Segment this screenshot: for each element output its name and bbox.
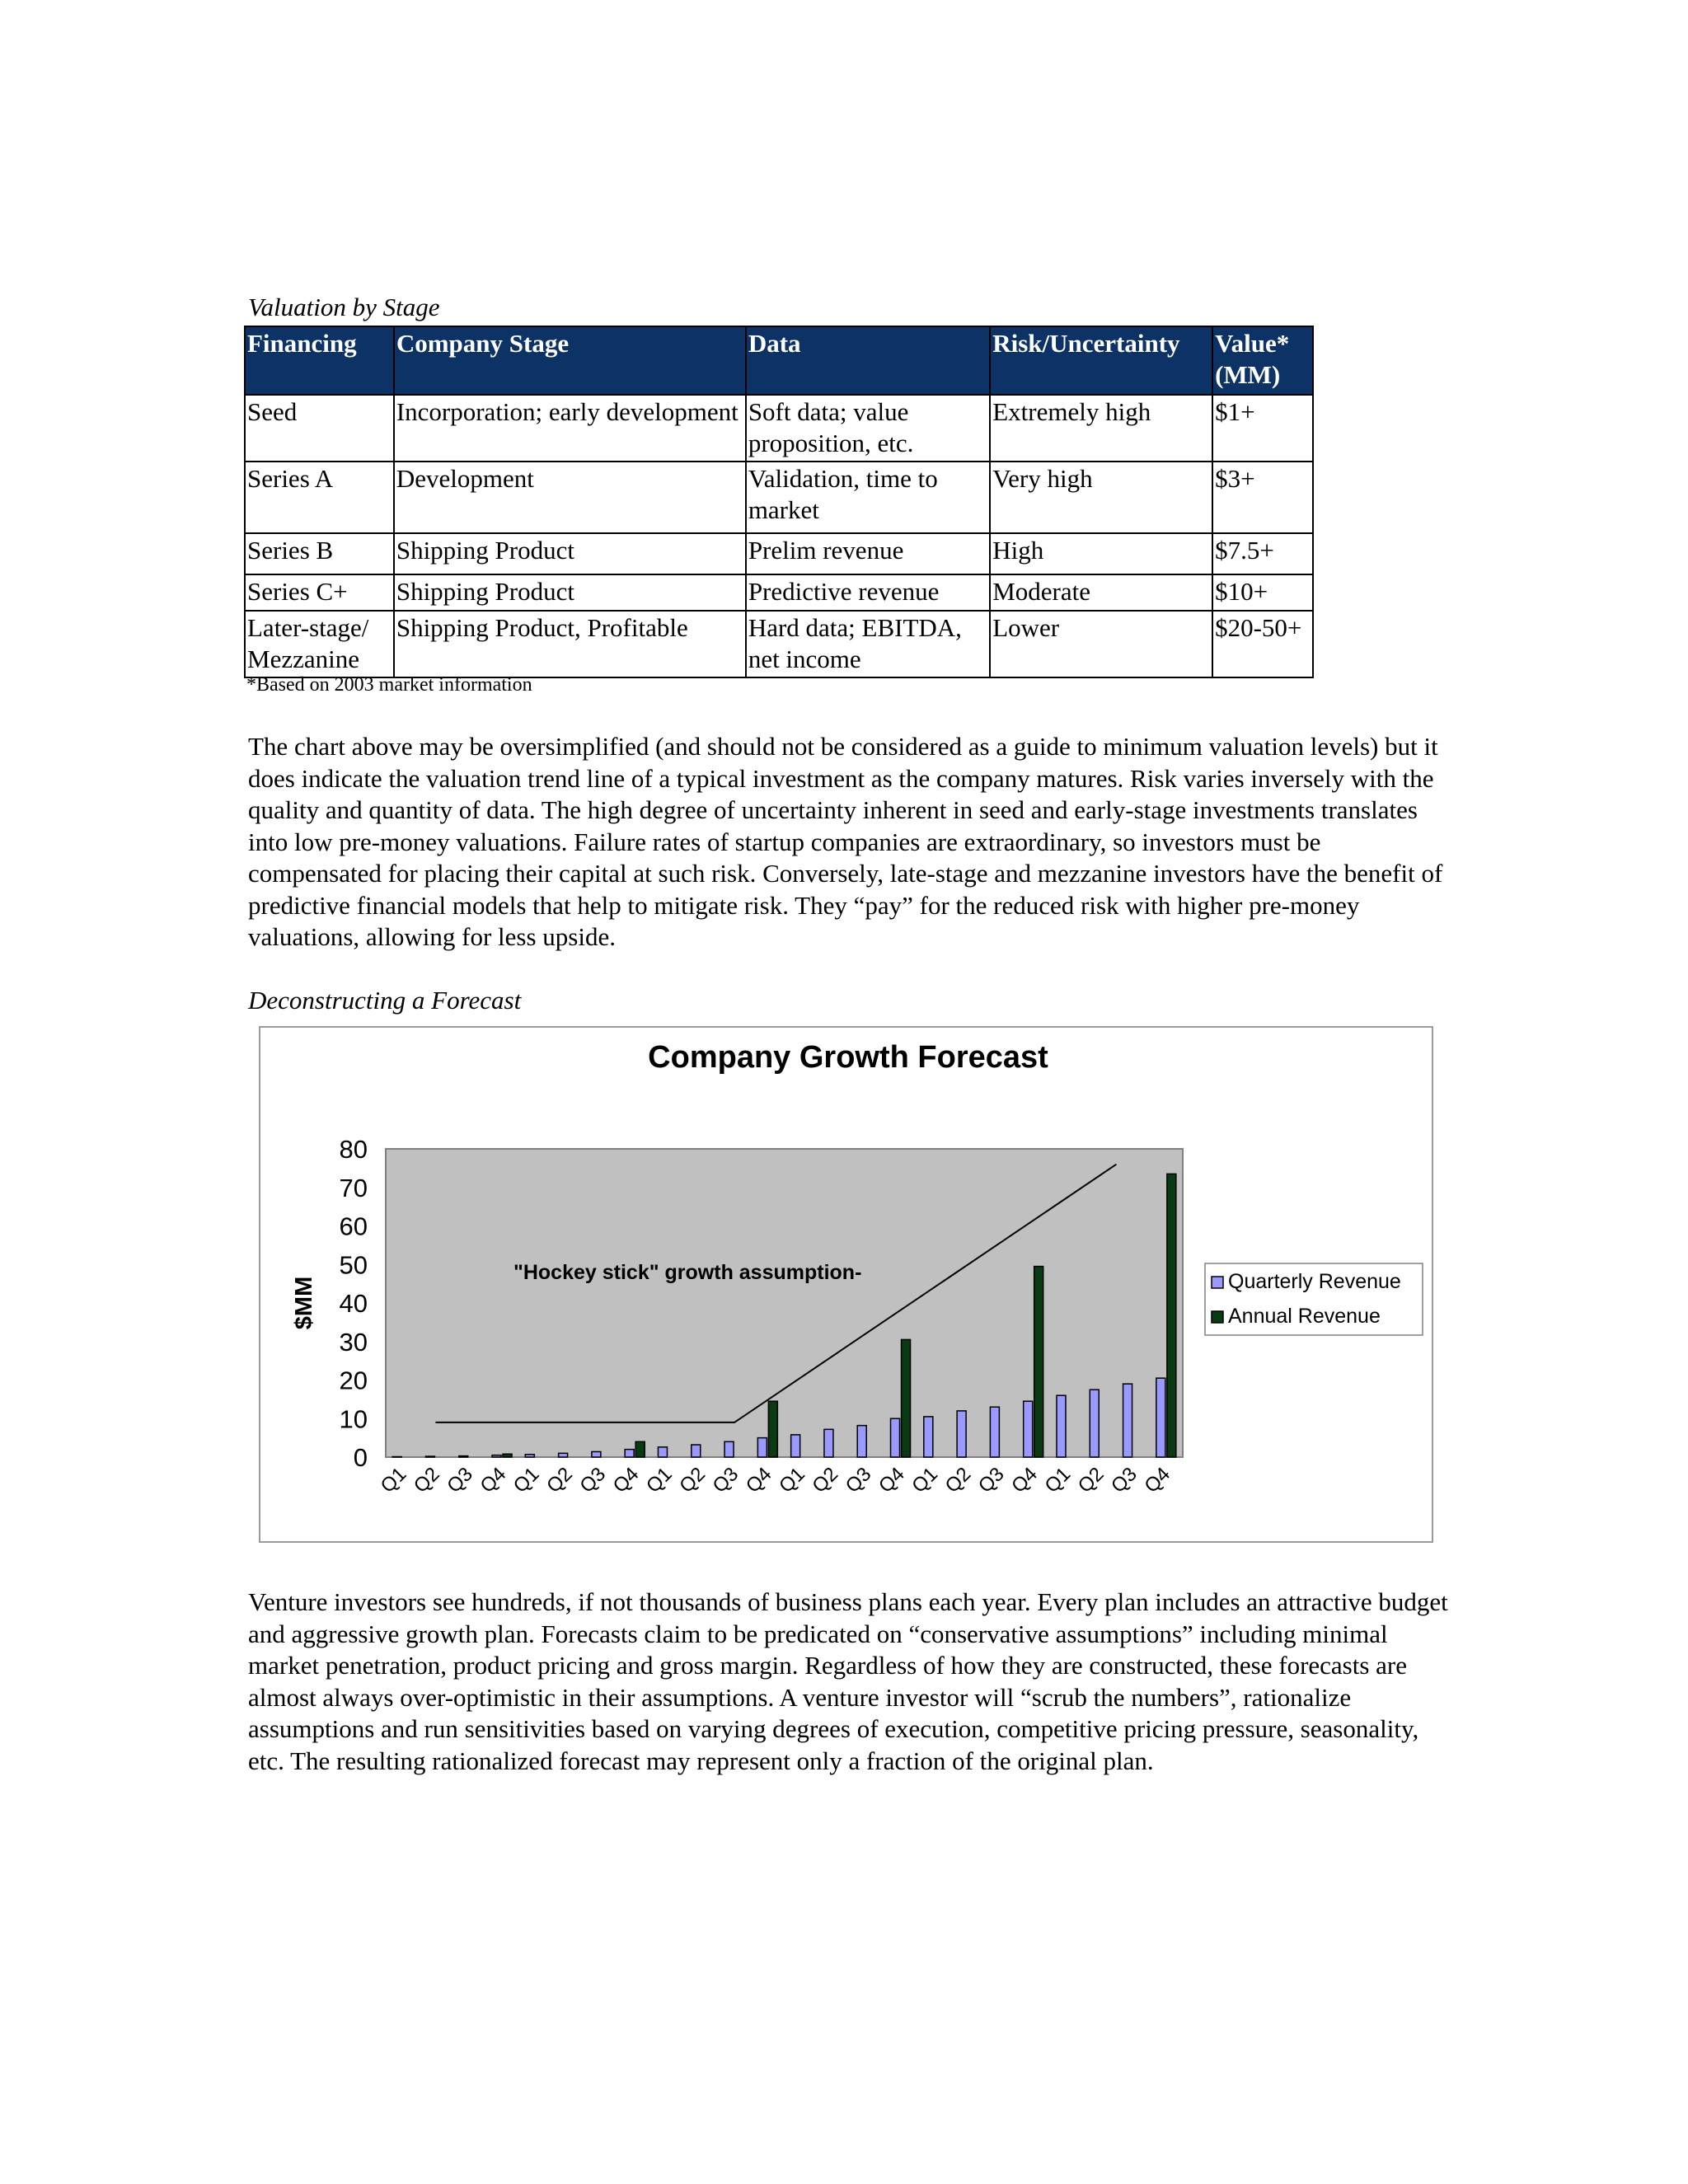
y-tick-label: 80 (339, 1135, 368, 1164)
bar-quarterly-revenue (891, 1418, 900, 1457)
x-tick-label: Q2 (675, 1463, 710, 1497)
chart-canvas (260, 1028, 1435, 1544)
table-cell: Predictive revenue (746, 574, 990, 611)
x-tick-label: Q4 (1007, 1463, 1042, 1497)
legend (1205, 1263, 1423, 1335)
table-cell: Shipping Product (394, 574, 746, 611)
table-cell: High (990, 533, 1212, 574)
table-row (245, 462, 1313, 533)
bar-annual-revenue (635, 1441, 645, 1457)
x-tick-label: Q1 (907, 1463, 943, 1497)
header-financing: Financing (245, 326, 394, 395)
bar-quarterly-revenue (658, 1447, 667, 1457)
bar-quarterly-revenue (757, 1438, 767, 1457)
x-tick-label: Q2 (409, 1463, 444, 1497)
y-tick-label: 40 (339, 1289, 368, 1318)
table-cell: Series A (245, 462, 394, 533)
bar-quarterly-revenue (957, 1411, 966, 1457)
table-cell: Prelim revenue (746, 533, 990, 574)
chart-title: Company Growth Forecast (648, 1040, 1048, 1075)
x-tick-label: Q1 (376, 1463, 411, 1497)
x-tick-label: Q4 (608, 1463, 644, 1497)
table-cell: Shipping Product, Profitable (394, 611, 746, 677)
bar-quarterly-revenue (592, 1451, 601, 1457)
table-cell: Series C+ (245, 574, 394, 611)
legend-label-quarterly: Quarterly Revenue (1228, 1270, 1401, 1293)
bar-quarterly-revenue (1090, 1390, 1099, 1457)
table-cell: $3+ (1212, 462, 1313, 533)
x-tick-label: Q2 (542, 1463, 577, 1497)
header-value: Value* (MM) (1212, 326, 1313, 395)
legend-swatch-annual (1212, 1311, 1223, 1323)
y-tick-label: 30 (339, 1327, 368, 1357)
bar-quarterly-revenue (1024, 1401, 1033, 1457)
bar-quarterly-revenue (1123, 1384, 1132, 1457)
header-risk: Risk/Uncertainty (990, 326, 1212, 395)
bar-quarterly-revenue (692, 1445, 701, 1457)
header-data: Data (746, 326, 990, 395)
x-tick-label: Q2 (808, 1463, 843, 1497)
x-tick-label: Q3 (708, 1463, 743, 1497)
table-cell: Shipping Product (394, 533, 746, 574)
bar-quarterly-revenue (924, 1417, 933, 1457)
bar-quarterly-revenue (459, 1456, 468, 1457)
table-cell: $20-50+ (1212, 611, 1313, 677)
table-cell: Lower (990, 611, 1212, 677)
bar-quarterly-revenue (492, 1455, 501, 1457)
x-axis (377, 1463, 1175, 1497)
paragraph-valuation: The chart above may be oversimplified (and should not be considered as a guide to minimum valuation levels) but it does indicate the valuation trend line of a typical investment as the company matures. Risk varies inversely with the quality and quantity of data. The high degree of uncertainty inherent in seed and early-stage investments translates into low pre-money valuations. Failure rates of startup companies are extraordinary, so investors must be compensated for placing their capital at such risk. Conversely, late-stage and mezzanine investors have the benefit of predictive financial models that help to mitigate risk. They “pay” for the reduced risk with higher pre-money valuations, allowing for less upside. (248, 732, 1443, 951)
x-tick-label: Q1 (641, 1463, 677, 1497)
x-tick-label: Q2 (940, 1463, 976, 1497)
y-tick-label: 60 (339, 1212, 368, 1241)
x-tick-label: Q1 (775, 1463, 809, 1497)
table-row (245, 611, 1313, 677)
y-tick-label: 10 (339, 1404, 368, 1434)
table-header-row (245, 326, 1313, 395)
x-tick-label: Q1 (1040, 1463, 1076, 1497)
forecast-caption: Deconstructing a Forecast (248, 986, 522, 1015)
bar-quarterly-revenue (625, 1450, 634, 1457)
table-cell: $1+ (1212, 395, 1313, 462)
bar-quarterly-revenue (990, 1407, 999, 1457)
table-cell: Development (394, 462, 746, 533)
bar-annual-revenue (1034, 1267, 1043, 1457)
table-row (245, 574, 1313, 611)
y-tick-label: 70 (339, 1173, 368, 1202)
bar-annual-revenue (503, 1454, 512, 1457)
x-tick-label: Q4 (874, 1463, 909, 1497)
table-cell: Moderate (990, 574, 1212, 611)
bar-quarterly-revenue (1156, 1378, 1165, 1457)
valuation-caption: Valuation by Stage (248, 293, 440, 321)
x-tick-label: Q4 (476, 1463, 511, 1497)
table-footnote: *Based on 2003 market information (246, 674, 532, 696)
bar-quarterly-revenue (824, 1429, 833, 1457)
table-row (245, 395, 1313, 462)
bar-annual-revenue (902, 1339, 911, 1457)
growth-forecast-chart (259, 1026, 1433, 1543)
table-cell: Soft data; value proposition, etc. (746, 395, 990, 462)
header-company-stage: Company Stage (394, 326, 746, 395)
table-cell: Later-stage/ Mezzanine (245, 611, 394, 677)
x-tick-label: Q4 (741, 1463, 776, 1497)
bar-quarterly-revenue (1057, 1395, 1066, 1457)
paragraph-forecast: Venture investors see hundreds, if not thousands of business plans each year. Every plan includes an attractive budget and aggressive growth plan. Forecasts claim to be predicated on “conservative assumptions” including minimal market penetration, product pricing and gross margin. Regardless of how they are constructed, these forecasts are almost always over-optimistic in their assumptions. A venture investor will “scrub the numbers”, rationalize assumptions and run sensitivities based on varying degrees of execution, competitive pricing pressure, seasonality, etc. The resulting rationalized forecast may represent only a fraction of the original plan. (248, 1587, 1448, 1775)
x-tick-label: Q3 (443, 1463, 477, 1497)
table-cell: $7.5+ (1212, 533, 1313, 574)
table-cell: Hard data; EBITDA, net income (746, 611, 990, 677)
hockey-stick-annotation: "Hockey stick" growth assumption- (513, 1261, 862, 1284)
x-tick-label: Q1 (509, 1463, 544, 1497)
bar-quarterly-revenue (724, 1441, 734, 1457)
bar-quarterly-revenue (525, 1455, 534, 1457)
x-tick-label: Q3 (841, 1463, 876, 1497)
bar-annual-revenue (1167, 1174, 1176, 1457)
y-axis (340, 1135, 368, 1472)
valuation-table (244, 326, 1314, 678)
x-tick-label: Q4 (1140, 1463, 1175, 1497)
table-cell: Extremely high (990, 395, 1212, 462)
bar-quarterly-revenue (425, 1456, 434, 1457)
y-axis-label: $MM (291, 1276, 317, 1330)
table-row (245, 533, 1313, 574)
table-cell: Incorporation; early development (394, 395, 746, 462)
y-tick-label: 0 (353, 1443, 368, 1472)
bar-quarterly-revenue (559, 1453, 568, 1457)
bar-quarterly-revenue (857, 1426, 866, 1457)
legend-label-annual: Annual Revenue (1228, 1305, 1381, 1328)
table-cell: Series B (245, 533, 394, 574)
y-tick-label: 20 (339, 1366, 368, 1395)
y-tick-label: 50 (339, 1250, 368, 1280)
bar-annual-revenue (768, 1401, 777, 1457)
table-cell: Very high (990, 462, 1212, 533)
table-cell: $10+ (1212, 574, 1313, 611)
x-tick-label: Q3 (575, 1463, 611, 1497)
table-cell: Validation, time to market (746, 462, 990, 533)
table-cell: Seed (245, 395, 394, 462)
x-tick-label: Q3 (1107, 1463, 1142, 1497)
x-tick-label: Q2 (1073, 1463, 1109, 1497)
legend-swatch-quarterly (1212, 1277, 1223, 1288)
bar-quarterly-revenue (791, 1435, 800, 1457)
x-tick-label: Q3 (973, 1463, 1009, 1497)
